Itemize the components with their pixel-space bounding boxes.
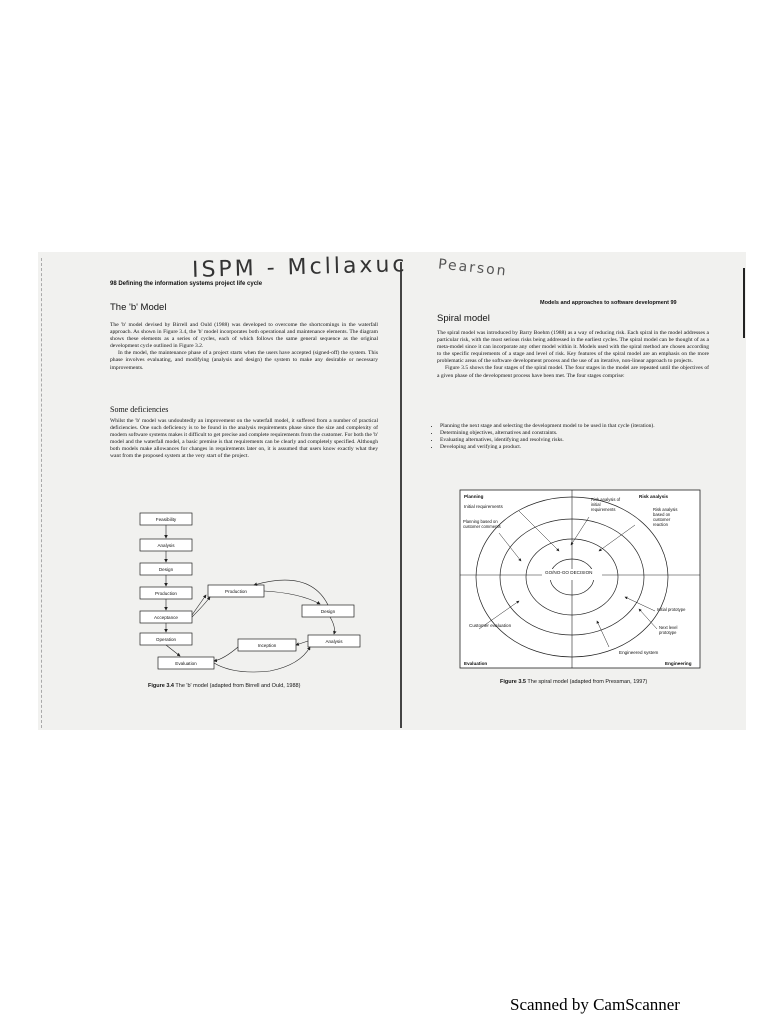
deficiencies-body (110, 418, 378, 461)
figure-3-4-caption (148, 683, 300, 689)
box-analysis: Analysis (157, 543, 175, 548)
label-risk-analysis-customer: Risk analysis based on customer reaction (653, 507, 678, 527)
deficiencies-heading: Some deficiencies (110, 405, 169, 414)
box-design-cycle: Design (320, 609, 336, 614)
handwritten-note: ISPM - Mcllaxuc (191, 252, 408, 283)
box-analysis-cycle: Analysis (325, 639, 343, 644)
label-engineered-system: Engineered system (619, 650, 659, 655)
b-model-body (110, 322, 378, 372)
page-fold (400, 262, 402, 728)
quadrant-engineering: Engineering (665, 661, 692, 666)
paragraph: In the model, the maintenance phase of a project starts when the users have accepted (signed-off) the system. This phase involves evaluating, and modifying (analysis and design) the system to make any desirable or necessary improvements. (110, 350, 378, 371)
spiral-model-diagram (459, 489, 701, 671)
handwritten-note-right: Pearson (437, 256, 509, 280)
spiral-model-body (437, 330, 709, 380)
caption-number: Figure 3.4 (148, 683, 174, 689)
quadrant-risk-analysis: Risk analysis (639, 494, 669, 499)
quadrant-evaluation: Evaluation (464, 661, 488, 666)
right-edge-mark (737, 268, 745, 338)
label-initial-requirements: Initial requirements (464, 504, 503, 509)
paragraph: Figure 3.5 shows the four stages of the spiral model. The four stages in the model are repeated until the objectives of a given phase of the development process have been met. The four stages comprise: (437, 365, 709, 379)
label-go-no-go: GO/NO-GO DECISION (545, 570, 593, 575)
box-design: Design (158, 567, 174, 572)
box-inception: Inception (257, 643, 277, 648)
spiral-model-title: Spiral model (437, 313, 490, 324)
caption-number: Figure 3.5 (500, 679, 526, 685)
list-item: • Evaluating alternatives, identifying and resolving risks. (440, 437, 718, 444)
box-acceptance: Acceptance (153, 615, 179, 620)
label-planning-based-on-comments: Planning based on customer comments (463, 519, 501, 529)
paragraph: The spiral model was introduced by Barry Boehm (1988) as a way of reducing risk. Each spiral in the model addresses a particular risk, with the most serious risks being addressed in the earliest cycles. The spiral model can be thought of as a meta-model since it can incorporate any other model within it. Models used with the spiral method are chosen according to the specific requirements of a stage and level of risk. Key features of the spiral model are an emphasis on the more problematic areas of the software development process and the use of an iterative, non-linear approach to projects. (437, 330, 709, 365)
caption-text: The 'b' model (adapted from Birrell and Ould, 1988) (175, 683, 301, 689)
list-item: • Planning the next stage and selecting the development model to be used in that cycle (iteration). (440, 423, 718, 430)
scanner-watermark: Scanned by CamScanner (510, 995, 680, 1014)
label-initial-prototype: Initial prototype (657, 607, 686, 612)
quadrant-planning: Planning (464, 494, 484, 499)
left-running-header: 98 Defining the information systems project life cycle (110, 281, 263, 287)
b-model-diagram (130, 505, 370, 683)
label-customer-evaluation: Customer evaluation (469, 623, 512, 628)
stages-list (432, 423, 718, 451)
box-production: Production (155, 591, 177, 596)
left-margin-dash (41, 258, 43, 728)
paragraph: The 'b' model devised by Birrell and Ould (1988) was developed to overcome the shortcomings in the waterfall approach. As shown in Figure 3.4, the 'b' model incorporates both operational and maintenance elements. The diagram shows these elements as a series of cycles, each of which follows the same general sequence as the original development cycle outlined in Figure 3.2. (110, 322, 378, 350)
b-model-title: The 'b' Model (110, 302, 167, 313)
right-running-header: Models and approaches to software development 99 (540, 300, 677, 306)
figure-3-5-caption (500, 679, 647, 685)
label-next-level-prototype: Next level prototype (659, 625, 678, 635)
list-item: • Developing and verifying a product. (440, 444, 718, 451)
list-item: • Determining objectives, alternatives and constraints. (440, 430, 718, 437)
paragraph: Whilst the 'b' model was undoubtedly an improvement on the waterfall model, it suffered from a number of practical deficiencies. One such deficiency is to be found in the analysis requirements phase since the size and complexity of modern software systems makes it difficult to get precise and complete requirements from the customer. For both the 'b' model and the waterfall model, a basic premise is that requirements can be clearly and completely specified. Although both models make allowances for changes in requirements later on, it is assumed that users know exactly what they want from the proposed system at the very start of the project. (110, 418, 379, 460)
caption-text: The spiral model (adapted from Pressman, 1997) (527, 679, 648, 685)
box-feasibility: Feasibility (155, 517, 177, 522)
box-production-cycle: Production (225, 589, 247, 594)
box-operation: Operation (155, 637, 177, 642)
label-risk-analysis-initial: Risk analysis of initial requirements (591, 497, 621, 512)
box-evaluation: Evaluation (175, 661, 197, 666)
